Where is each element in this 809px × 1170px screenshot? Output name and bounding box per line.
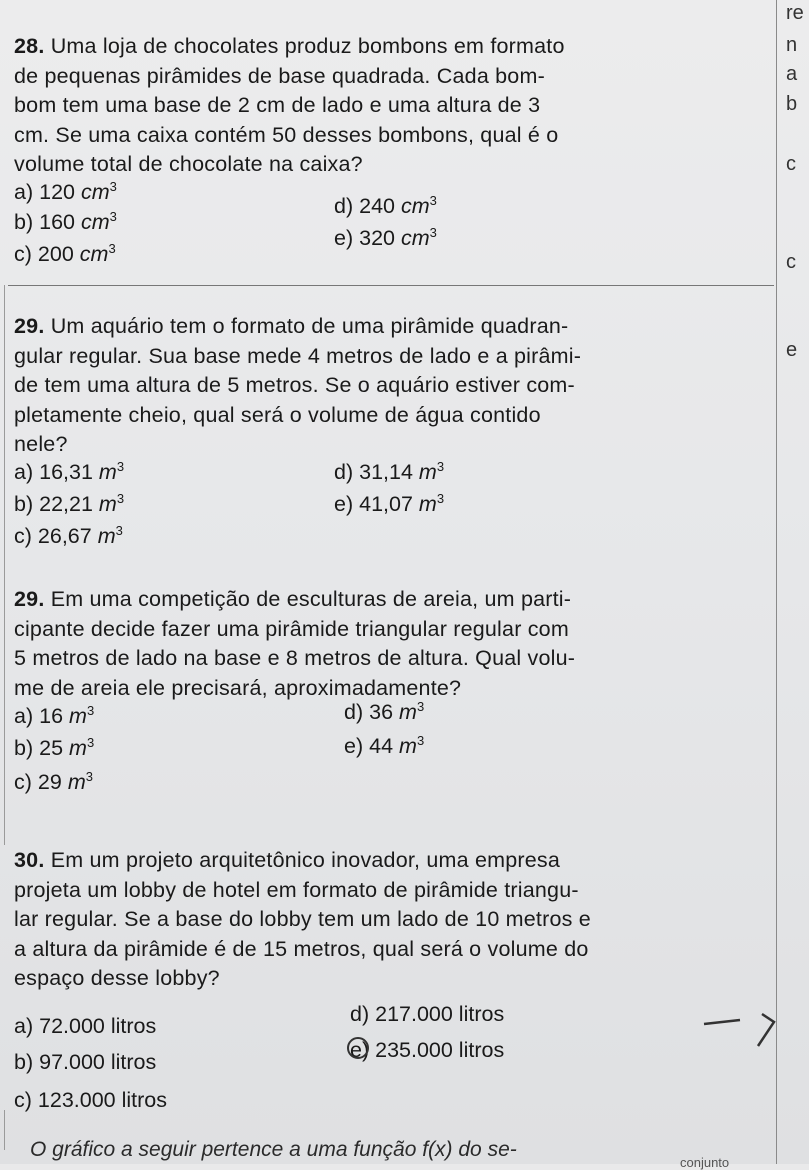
footer-fragment: conjunto	[680, 1155, 730, 1170]
edge-fragment: b	[786, 93, 798, 115]
question-line: espaço desse lobby?	[14, 966, 220, 990]
margin-rule	[4, 1110, 5, 1150]
question-line: gular regular. Sua base mede 4 metros de lado e a pirâmi-	[14, 343, 582, 368]
question-line: cm. Se uma caixa contém 50 desses bombons, qual é o	[14, 122, 559, 147]
question-line: de pequenas pirâmides de base quadrada. Cada bom-	[14, 63, 545, 88]
question-line: a altura da pirâmide é de 15 metros, qual será o volume do	[14, 936, 589, 961]
question-29-areia	[14, 585, 774, 703]
question-line: bom tem uma base de 2 cm de lado e uma altura de 3	[14, 93, 541, 117]
option-e-marked[interactable]: e) 235.000 litros	[350, 1038, 505, 1062]
option-b[interactable]: b) 160 $cm^3$	[14, 208, 117, 234]
option-e[interactable]: e) 44 $m^3$	[344, 732, 425, 758]
option-a[interactable]: a) 72.000 litros	[14, 1014, 157, 1038]
option-d[interactable]: d) 36 $m^3$	[344, 698, 425, 724]
option-d[interactable]: d) 31,14 $m^3$	[334, 458, 445, 484]
edge-fragment: re	[786, 2, 804, 24]
answer-circle-icon	[347, 1037, 369, 1059]
section-divider	[8, 285, 774, 286]
question-line: projeta um lobby de hotel em formato de pirâmide triangu-	[14, 877, 579, 902]
question-number: 30.	[14, 848, 45, 872]
question-line: de tem uma altura de 5 metros. Se o aquário estiver com-	[14, 373, 575, 397]
question-line: Em uma competição de esculturas de areia, um parti-	[50, 587, 572, 611]
edge-fragment: e	[786, 339, 798, 361]
option-b[interactable]: b) 97.000 litros	[14, 1050, 157, 1074]
question-number: 29.	[14, 314, 45, 338]
option-e[interactable]: e) 320 $cm^3$	[334, 224, 437, 250]
question-number: 29.	[14, 587, 45, 611]
column-divider	[776, 0, 777, 1164]
option-c[interactable]: c) 26,67 $m^3$	[14, 522, 123, 548]
question-line: Uma loja de chocolates produz bombons em formato	[50, 34, 565, 58]
question-line: me de areia ele precisará, aproximadamente?	[14, 675, 462, 700]
question-line: cipante decide fazer uma pirâmide triangular regular com	[14, 616, 569, 641]
edge-fragment: a	[786, 63, 798, 85]
option-b[interactable]: b) 25 $m^3$	[14, 734, 95, 760]
option-d[interactable]: d) 240 $cm^3$	[334, 192, 437, 218]
edge-fragment: n	[786, 34, 798, 56]
margin-rule	[4, 285, 5, 845]
question-line: pletamente cheio, qual será o volume de água contido	[14, 402, 541, 427]
edge-fragment: c	[786, 251, 796, 273]
question-number: 28.	[14, 34, 45, 58]
option-a[interactable]: a) 16,31 $m^3$	[14, 458, 125, 484]
option-c[interactable]: c) 123.000 litros	[14, 1088, 167, 1112]
scribble-icon	[700, 1006, 780, 1056]
question-30	[14, 846, 774, 994]
question-29-aquario	[14, 312, 774, 460]
option-d[interactable]: d) 217.000 litros	[350, 1002, 505, 1026]
option-c[interactable]: c) 200 $cm^3$	[14, 240, 116, 266]
option-a[interactable]: a) 16 $m^3$	[14, 702, 95, 728]
question-line: nele?	[14, 432, 68, 456]
footer-text: O gráfico a seguir pertence a uma função f(x) do se-	[30, 1138, 517, 1161]
question-28	[14, 32, 774, 180]
question-line: Em um projeto arquitetônico inovador, uma empresa	[50, 848, 561, 872]
question-line: Um aquário tem o formato de uma pirâmide quadran-	[50, 314, 569, 338]
option-c[interactable]: c) 29 $m^3$	[14, 768, 93, 794]
question-line: lar regular. Se a base do lobby tem um lado de 10 metros e	[14, 907, 591, 931]
option-a[interactable]: a) 120 $cm^3$	[14, 178, 117, 204]
option-e[interactable]: e) 41,07 $m^3$	[334, 490, 445, 516]
question-line: 5 metros de lado na base e 8 metros de altura. Qual volu-	[14, 646, 576, 670]
question-line: volume total de chocolate na caixa?	[14, 152, 363, 176]
option-b[interactable]: b) 22,21 $m^3$	[14, 490, 125, 516]
edge-fragment: c	[786, 153, 796, 175]
